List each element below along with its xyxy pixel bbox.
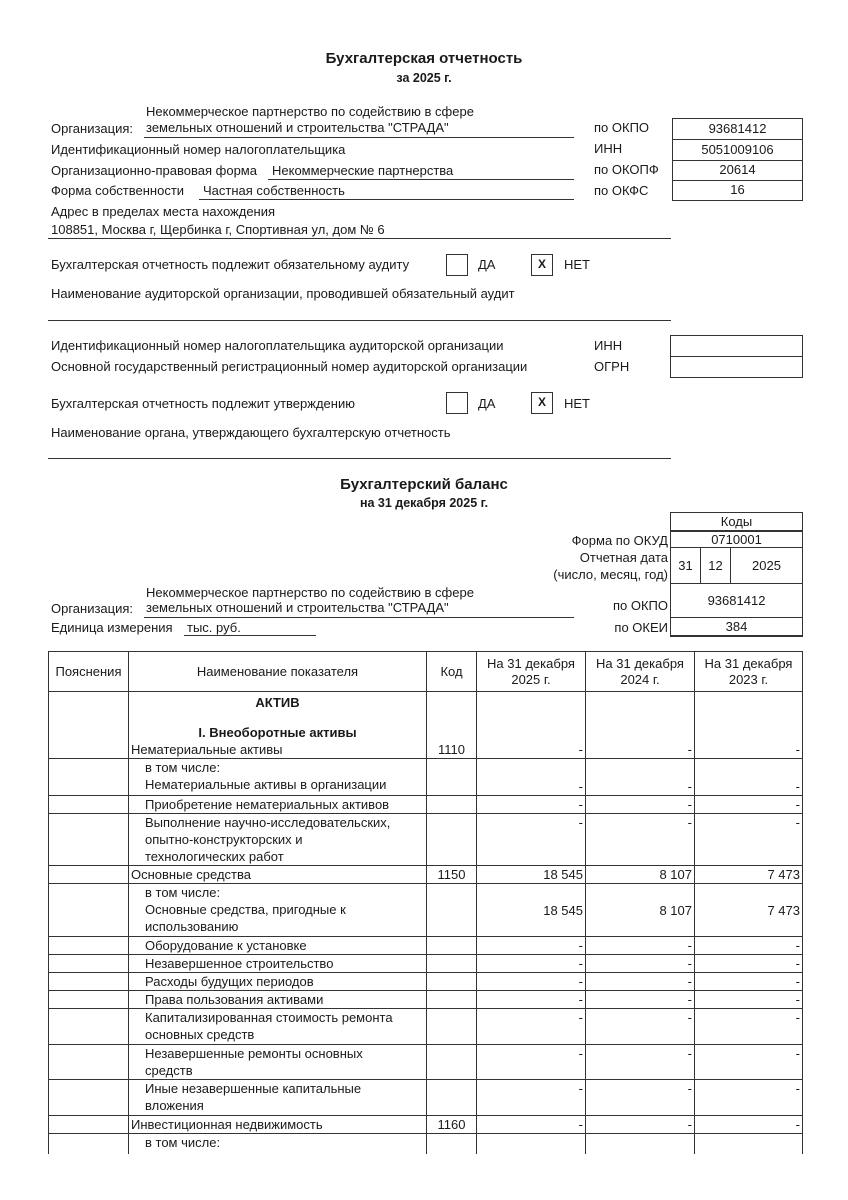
opf-label: Организационно-правовая форма bbox=[51, 163, 257, 178]
ownership-label: Форма собственности bbox=[51, 183, 185, 198]
report-period: за 2025 г. bbox=[396, 71, 452, 85]
row-value-2023: - bbox=[695, 814, 803, 866]
row-code bbox=[427, 1080, 477, 1116]
header-col-2024: На 31 декабря 2024 г. bbox=[586, 652, 695, 692]
row-name: Оборудование к установке bbox=[129, 937, 427, 955]
auditor-inn-label: Идентификационный номер налогоплательщика аудиторской организации bbox=[51, 338, 504, 353]
opf-underline bbox=[268, 179, 574, 180]
table-row bbox=[49, 866, 803, 884]
row-name: в том числе: bbox=[129, 1134, 427, 1154]
row-notes bbox=[49, 692, 129, 759]
ownership-value: Частная собственность bbox=[203, 183, 345, 198]
approval-body-label: Наименование органа, утверждающего бухгалтерскую отчетность bbox=[51, 425, 451, 440]
auditor-inn-value[interactable] bbox=[670, 335, 803, 357]
header-col-2023: На 31 декабря 2023 г. bbox=[695, 652, 803, 692]
table-row bbox=[49, 692, 803, 759]
okei-label: по ОКЕИ bbox=[614, 620, 668, 635]
opf-value: Некоммерческие партнерства bbox=[272, 163, 454, 178]
table-row bbox=[49, 759, 803, 796]
row-name-prefix: в том числе: bbox=[145, 760, 221, 775]
row-code: 1150 bbox=[427, 866, 477, 884]
balance-table bbox=[48, 651, 803, 1154]
org-label: Организация: bbox=[51, 121, 134, 136]
row-value-2024: - bbox=[586, 692, 695, 759]
row-value-2023: - bbox=[695, 1080, 803, 1116]
row-value-2023: - bbox=[695, 796, 803, 814]
org-name-line2: земельных отношений и строительства "СТРАДА" bbox=[146, 120, 449, 135]
unit-value: тыс. руб. bbox=[187, 620, 241, 635]
row-value-2025: - bbox=[477, 973, 586, 991]
table-row bbox=[49, 1116, 803, 1134]
okfs-value: 16 bbox=[672, 180, 803, 201]
row-code bbox=[427, 759, 477, 796]
table-row bbox=[49, 991, 803, 1009]
row-name: Незавершенное строительство bbox=[129, 955, 427, 973]
table-row bbox=[49, 884, 803, 937]
table-row bbox=[49, 814, 803, 866]
approval-question: Бухгалтерская отчетность подлежит утверждению bbox=[51, 396, 355, 411]
audit-yes-label: ДА bbox=[478, 257, 496, 272]
header-notes: Пояснения bbox=[49, 652, 129, 692]
row-name: Приобретение нематериальных активов bbox=[129, 796, 427, 814]
table-row bbox=[49, 1009, 803, 1045]
okopf-value: 20614 bbox=[672, 160, 803, 181]
row-value-2024: - bbox=[586, 1080, 695, 1116]
auditor-ogrn-value[interactable] bbox=[670, 356, 803, 378]
approval-body-underline bbox=[48, 458, 671, 459]
balance-okpo-value: 93681412 bbox=[671, 584, 803, 618]
row-value-2023: - bbox=[695, 692, 803, 759]
row-code bbox=[427, 814, 477, 866]
row-code: 1110 bbox=[427, 692, 477, 759]
address-value: 108851, Москва г, Щербинка г, Спортивная ул, дом № 6 bbox=[51, 222, 385, 237]
report-title: Бухгалтерская отчетность bbox=[325, 50, 523, 67]
row-value-2025: - bbox=[477, 1009, 586, 1045]
row-name: Основные средства, пригодные к использованию bbox=[145, 902, 346, 934]
row-value-2024: 8 107 bbox=[586, 884, 695, 937]
okfs-label: по ОКФС bbox=[594, 183, 649, 198]
approval-yes-label: ДА bbox=[478, 396, 496, 411]
report-month: 12 bbox=[701, 548, 731, 584]
audit-no-label: НЕТ bbox=[564, 257, 590, 272]
audit-yes-checkbox[interactable] bbox=[446, 254, 468, 276]
row-name: Расходы будущих периодов bbox=[129, 973, 427, 991]
balance-title: Бухгалтерский баланс bbox=[340, 476, 508, 493]
row-value-2025: - bbox=[477, 796, 586, 814]
row-value-2025: - bbox=[477, 1116, 586, 1134]
okei-value: 384 bbox=[671, 618, 803, 636]
table-row bbox=[49, 955, 803, 973]
row-value-2024: - bbox=[586, 937, 695, 955]
table-row bbox=[49, 796, 803, 814]
inn-code-label: ИНН bbox=[594, 141, 623, 156]
balance-org-label: Организация: bbox=[51, 601, 134, 616]
row-value-2024: - bbox=[586, 1045, 695, 1080]
auditor-ogrn-label: Основной государственный регистрационный номер аудиторской организации bbox=[51, 359, 528, 374]
row-value-2024: 8 107 bbox=[586, 866, 695, 884]
row-value-2024: - bbox=[586, 814, 695, 866]
auditor-name-label: Наименование аудиторской организации, проводившей обязательный аудит bbox=[51, 286, 515, 301]
okpo-label: по ОКПО bbox=[594, 120, 650, 135]
row-value-2025: - bbox=[477, 991, 586, 1009]
address-underline bbox=[48, 238, 671, 239]
row-code bbox=[427, 884, 477, 937]
org-underline bbox=[144, 137, 574, 138]
report-day: 31 bbox=[671, 548, 701, 584]
org-name-line1: Некоммерческое партнерство по содействию в сфере bbox=[146, 104, 474, 119]
section-asset: АКТИВ bbox=[255, 695, 300, 710]
row-code bbox=[427, 955, 477, 973]
row-name: Инвестиционная недвижимость bbox=[129, 1116, 427, 1134]
row-value-2023: - bbox=[695, 937, 803, 955]
header-col-2025: На 31 декабря 2025 г. bbox=[477, 652, 586, 692]
row-code: 1160 bbox=[427, 1116, 477, 1134]
ownership-underline bbox=[199, 199, 574, 200]
row-value-2023: 7 473 bbox=[695, 866, 803, 884]
auditor-ogrn-code: ОГРН bbox=[594, 359, 630, 374]
row-value-2025: - bbox=[477, 1045, 586, 1080]
okud-value: 0710001 bbox=[671, 531, 803, 548]
balance-org-underline bbox=[144, 617, 574, 618]
row-value-2024: - bbox=[586, 991, 695, 1009]
row-value-2024: - bbox=[586, 1116, 695, 1134]
row-name: Капитализированная стоимость ремонта основных средств bbox=[129, 1009, 427, 1045]
row-value-2025: - bbox=[477, 1080, 586, 1116]
row-name: Иные незавершенные капитальные вложения bbox=[129, 1080, 427, 1116]
row-value-2025: - bbox=[477, 759, 586, 796]
table-row bbox=[49, 1045, 803, 1080]
auditor-name-underline bbox=[48, 320, 671, 321]
table-row bbox=[49, 1080, 803, 1116]
row-name-prefix: в том числе: bbox=[145, 885, 221, 900]
row-value-2025: - bbox=[477, 937, 586, 955]
header-code: Код bbox=[427, 652, 477, 692]
inn-value: 5051009106 bbox=[672, 139, 803, 161]
row-value-2025 bbox=[477, 1134, 586, 1154]
report-year: 2025 bbox=[731, 548, 803, 584]
row-code bbox=[427, 796, 477, 814]
section-noncurrent: I. Внеоборотные активы bbox=[198, 725, 357, 740]
unit-underline bbox=[184, 635, 316, 636]
row-value-2025: - bbox=[477, 955, 586, 973]
row-value-2023: - bbox=[695, 991, 803, 1009]
row-value-2024: - bbox=[586, 759, 695, 796]
row-value-2023: - bbox=[695, 1009, 803, 1045]
row-code bbox=[427, 1009, 477, 1045]
row-code bbox=[427, 1045, 477, 1080]
row-value-2024: - bbox=[586, 1009, 695, 1045]
table-row bbox=[49, 937, 803, 955]
address-label: Адрес в пределах места нахождения bbox=[51, 204, 276, 219]
approval-no-checkbox[interactable]: X bbox=[531, 392, 553, 414]
row-value-2023: 7 473 bbox=[695, 884, 803, 937]
balance-date: на 31 декабря 2025 г. bbox=[359, 496, 489, 510]
row-value-2025: - bbox=[477, 692, 586, 759]
row-name: Незавершенные ремонты основных средств bbox=[129, 1045, 427, 1080]
row-value-2025: - bbox=[477, 814, 586, 866]
balance-okpo-label: по ОКПО bbox=[612, 598, 668, 613]
row-value-2024: - bbox=[586, 796, 695, 814]
codes-table bbox=[670, 512, 803, 637]
row-value-2024: - bbox=[586, 973, 695, 991]
row-value-2023: - bbox=[695, 759, 803, 796]
row-value-2025: 18 545 bbox=[477, 884, 586, 937]
balance-org-name-line2: земельных отношений и строительства "СТРАДА" bbox=[146, 600, 449, 615]
okud-label: Форма по ОКУД bbox=[571, 533, 668, 548]
row-name: Нематериальные активы в организации bbox=[145, 777, 387, 792]
row-code bbox=[427, 937, 477, 955]
row-code bbox=[427, 973, 477, 991]
row-value-2025: 18 545 bbox=[477, 866, 586, 884]
row-name: Нематериальные активы bbox=[131, 742, 283, 757]
okopf-label: по ОКОПФ bbox=[594, 162, 659, 177]
row-value-2024: - bbox=[586, 955, 695, 973]
row-code bbox=[427, 1134, 477, 1154]
row-name: Выполнение научно-исследовательских, опытно-конструкторских и технологических работ bbox=[129, 814, 427, 866]
row-value-2024 bbox=[586, 1134, 695, 1154]
inn-label: Идентификационный номер налогоплательщика bbox=[51, 142, 346, 157]
okpo-value: 93681412 bbox=[672, 118, 803, 140]
header-name: Наименование показателя bbox=[129, 652, 427, 692]
audit-no-checkbox[interactable]: X bbox=[531, 254, 553, 276]
row-name: Права пользования активами bbox=[129, 991, 427, 1009]
codes-header: Коды bbox=[671, 513, 803, 531]
approval-no-label: НЕТ bbox=[564, 396, 590, 411]
row-value-2023: - bbox=[695, 1116, 803, 1134]
approval-yes-checkbox[interactable] bbox=[446, 392, 468, 414]
report-date-label-2: (число, месяц, год) bbox=[553, 567, 668, 582]
table-row bbox=[49, 1134, 803, 1154]
audit-question: Бухгалтерская отчетность подлежит обязательному аудиту bbox=[51, 257, 410, 272]
row-value-2023: - bbox=[695, 1045, 803, 1080]
row-name: Основные средства bbox=[129, 866, 427, 884]
row-value-2023: - bbox=[695, 973, 803, 991]
table-row bbox=[49, 973, 803, 991]
balance-org-name-line1: Некоммерческое партнерство по содействию в сфере bbox=[146, 585, 474, 600]
row-value-2023 bbox=[695, 1134, 803, 1154]
auditor-inn-code: ИНН bbox=[594, 338, 623, 353]
row-code bbox=[427, 991, 477, 1009]
row-value-2023: - bbox=[695, 955, 803, 973]
unit-label: Единица измерения bbox=[51, 620, 173, 635]
report-date-label-1: Отчетная дата bbox=[579, 550, 668, 565]
